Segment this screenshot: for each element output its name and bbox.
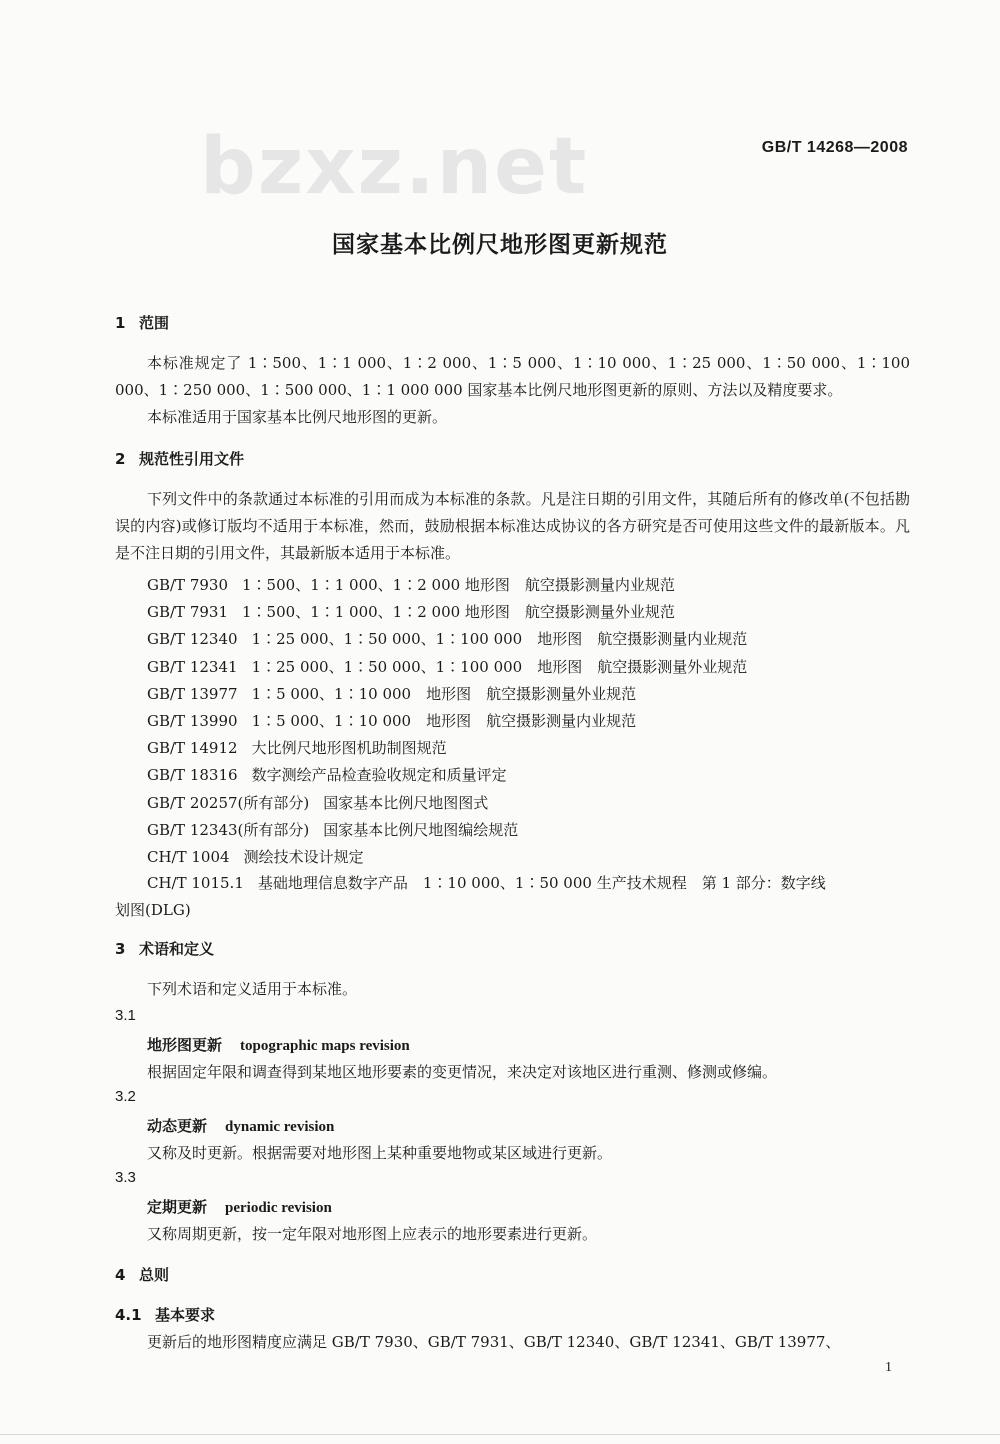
reference-title: 大比例尺地形图机助制图规范 [251,739,447,758]
section-number: 4 [115,1266,126,1284]
reference-code: GB/T 7931 [147,603,229,622]
reference-title: 1∶25 000、1∶50 000、1∶100 000 地形图 航空摄影测量外业规范 [251,657,748,676]
reference-code: CH/T 1015.1 [147,874,244,892]
reference-code: GB/T 18316 [147,766,238,785]
reference-item [147,683,636,704]
reference-code: GB/T 13990 [147,712,238,730]
term-zh: 动态更新 [147,1117,208,1135]
section-title: 总则 [139,1266,170,1284]
section-1-paragraph-1: 本标准规定了 1∶500、1∶1 000、1∶2 000、1∶5 000、1∶10 000、1∶25 000、1∶50 000、1∶100 000、1∶250 000、1∶500 000、1∶1 000 000 国家基本比例尺地形图更新的原则、方法以及精度要求。 [115,354,910,399]
term-number: 3.2 [115,1088,136,1105]
reference-title: 1∶5 000、1∶10 000 地形图 航空摄影测量内业规范 [251,712,637,730]
subsection-4-1-heading [115,1304,215,1325]
reference-item [147,872,826,893]
reference-code: CH/T 1004 [147,848,230,866]
term-heading [147,1034,410,1055]
reference-title: 基础地理信息数字产品 1∶10 000、1∶50 000 生产技术规程 第 1 部分：数字线 [257,874,826,892]
section-4-heading [115,1264,169,1285]
document-title: 国家基本比例尺地形图更新规范 [332,232,668,258]
reference-title: 测绘技术设计规定 [243,848,364,866]
term-definition: 又称周期更新，按一定年限对地形图上应表示的地形要素进行更新。 [147,1225,598,1243]
page-bottom-rule [0,1434,1000,1435]
reference-continuation: 划图(DLG) [115,901,191,919]
page-number: 1 [885,1360,892,1375]
watermark: bzxz.net [200,122,589,212]
section-title: 术语和定义 [139,940,215,958]
reference-item [147,601,675,622]
section-title: 规范性引用文件 [139,450,245,468]
reference-code: GB/T 12341 [147,657,238,676]
term-en: dynamic revision [225,1119,335,1135]
reference-code: GB/T 12340 [147,630,238,649]
reference-item [147,710,636,731]
section-number: 2 [115,450,126,468]
section-4-paragraph: 更新后的地形图精度应满足 GB/T 7930、GB/T 7931、GB/T 12340、GB/T 12341、GB/T 13977、 [147,1333,841,1351]
section-2-intro: 下列文件中的条款通过本标准的引用而成为本标准的条款。凡是注日期的引用文件，其随后所有的修改单(不包括勘误的内容)或修订版均不适用于本标准，然而，鼓励根据本标准达成协议的各方研究是否可使用这些文件的最新版本。凡是不注日期的引用文件，其最新版本适用于本标准。 [115,490,910,562]
reference-item [147,846,364,867]
subsection-number: 4.1 [115,1306,142,1324]
reference-item [147,656,747,677]
section-3-heading [115,938,214,959]
term-definition: 根据固定年限和调查得到某地区地形要素的变更情况，来决定对该地区进行重测、修测或修编。 [147,1063,778,1081]
section-number: 3 [115,940,126,958]
reference-code: GB/T 20257(所有部分) [147,793,310,812]
reference-code: GB/T 13977 [147,684,238,703]
reference-item [147,737,447,758]
term-en: topographic maps revision [240,1038,410,1054]
term-zh: 地形图更新 [147,1036,223,1054]
term-number: 3.3 [115,1169,136,1186]
section-3-intro: 下列术语和定义适用于本标准。 [147,980,358,998]
reference-title: 数字测绘产品检查验收规定和质量评定 [251,766,507,785]
standard-code: GB/T 14268—2008 [761,139,908,156]
term-heading [147,1115,334,1136]
term-definition: 又称及时更新。根据需要对地形图上某种重要地物或某区域进行更新。 [147,1144,613,1162]
reference-code: GB/T 7930 [147,576,229,594]
reference-code: GB/T 12343(所有部分) [147,820,310,839]
term-number: 3.1 [115,1007,136,1024]
section-2-heading [115,448,244,469]
section-number: 1 [115,314,126,332]
section-1-paragraph-2: 本标准适用于国家基本比例尺地形图的更新。 [147,408,448,426]
reference-code: GB/T 14912 [147,739,238,758]
reference-title: 国家基本比例尺地图编绘规范 [323,820,519,839]
reference-item [147,574,675,595]
reference-title: 1∶25 000、1∶50 000、1∶100 000 地形图 航空摄影测量内业规范 [251,630,748,649]
reference-item [147,819,518,840]
subsection-title: 基本要求 [155,1306,216,1324]
section-title: 范围 [139,314,170,332]
term-heading [147,1196,332,1217]
section-1-heading [115,312,169,333]
reference-item [147,792,488,813]
reference-title: 1∶5 000、1∶10 000 地形图 航空摄影测量外业规范 [251,684,637,703]
reference-item [147,628,747,649]
reference-title: 国家基本比例尺地图图式 [323,793,489,812]
reference-title: 1∶500、1∶1 000、1∶2 000 地形图 航空摄影测量内业规范 [242,576,675,594]
term-en: periodic revision [225,1200,332,1216]
term-zh: 定期更新 [147,1198,208,1216]
reference-item [147,764,507,785]
reference-title: 1∶500、1∶1 000、1∶2 000 地形图 航空摄影测量外业规范 [242,603,675,622]
